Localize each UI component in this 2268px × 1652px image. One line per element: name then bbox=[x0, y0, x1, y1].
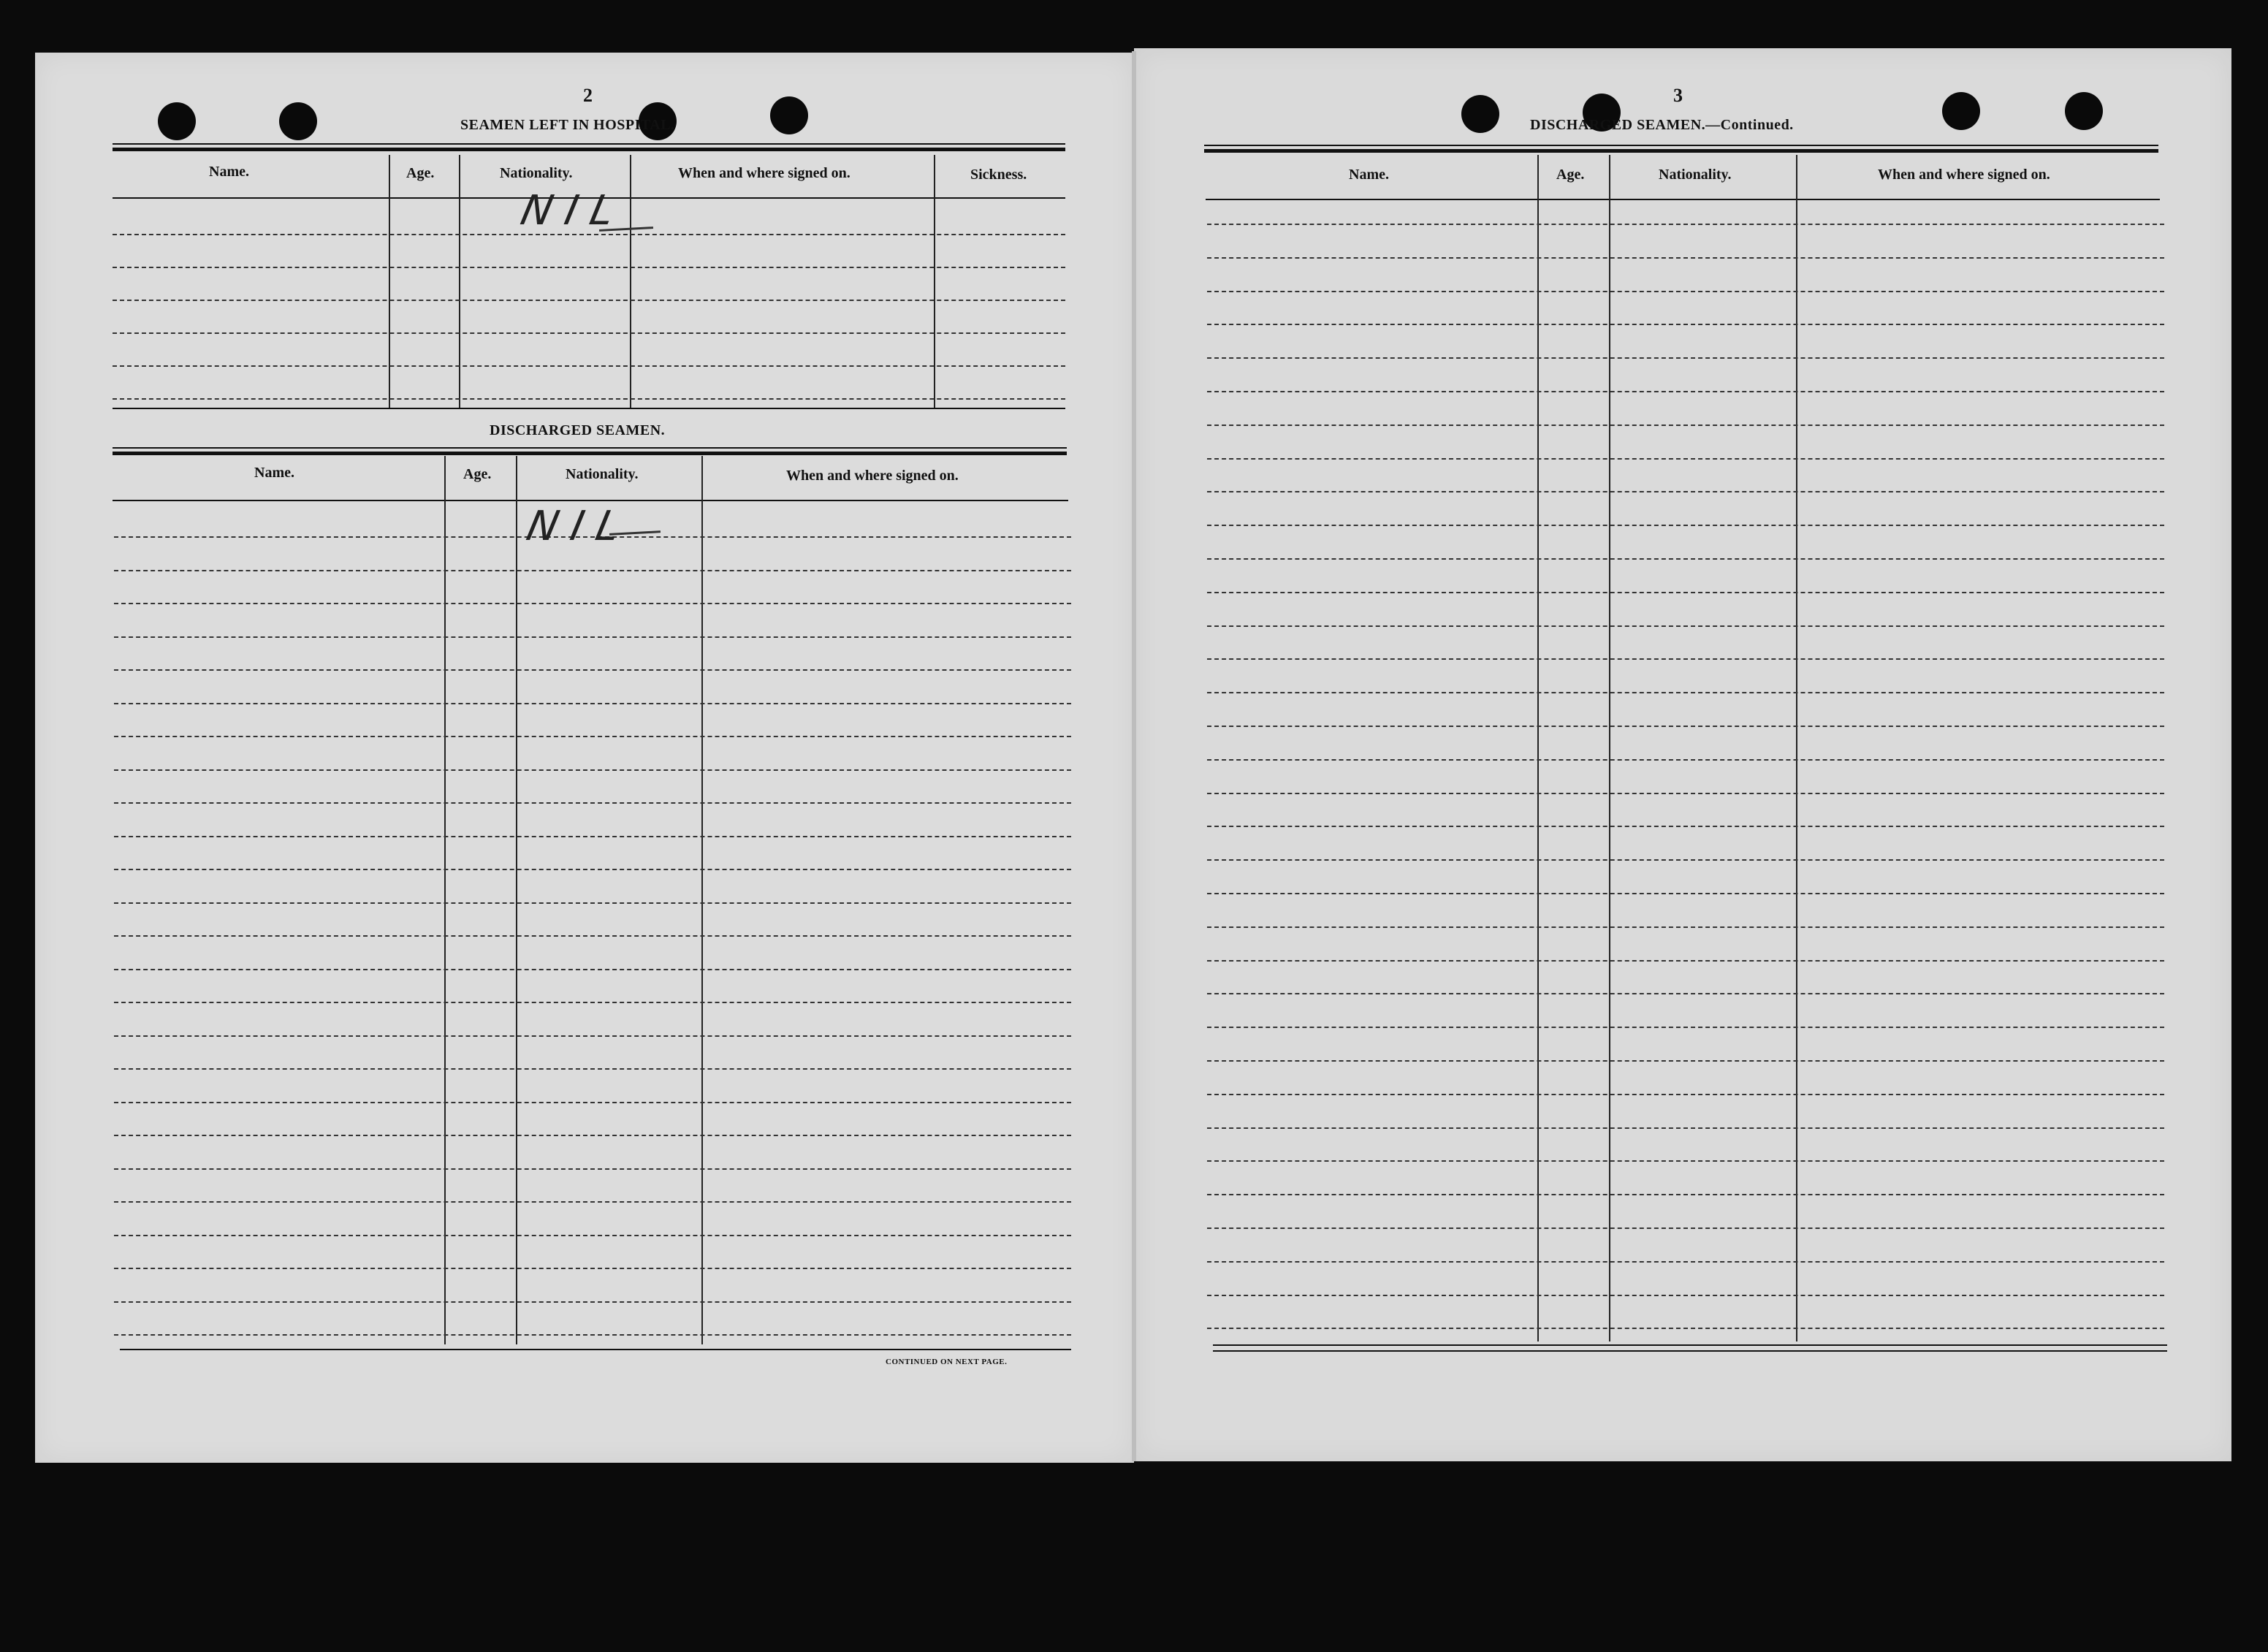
discharged-col-signed-on: When and where signed on. bbox=[786, 468, 959, 484]
table-ruling-line bbox=[1207, 1295, 2164, 1296]
right-top-rule-thick bbox=[1204, 149, 2158, 153]
table-ruling-line bbox=[1207, 425, 2164, 426]
table-ruling-line bbox=[114, 1201, 1071, 1203]
table-ruling-line bbox=[1207, 224, 2164, 225]
discharged-top-rule-thick bbox=[113, 452, 1067, 455]
continued-note: CONTINUED ON NEXT PAGE. bbox=[886, 1358, 1008, 1366]
table-ruling-line bbox=[1207, 893, 2164, 894]
table-ruling-line bbox=[1207, 692, 2164, 693]
table-ruling-line bbox=[114, 736, 1071, 737]
table-ruling-line bbox=[1207, 993, 2164, 994]
table-ruling-line bbox=[114, 1102, 1071, 1103]
right-col-signed-on: When and where signed on. bbox=[1878, 167, 2050, 183]
table-ruling-line bbox=[113, 332, 1065, 334]
hospital-col-sickness: Sickness. bbox=[970, 167, 1027, 183]
table-ruling-line bbox=[1207, 926, 2164, 928]
hospital-section-title: SEAMEN LEFT IN HOSPITAL. bbox=[460, 117, 675, 133]
hospital-bottom-rule bbox=[113, 408, 1065, 409]
right-title-main: DISCHARGED SEAMEN. bbox=[1530, 117, 1706, 133]
table-ruling-line bbox=[1207, 1227, 2164, 1229]
discharged-col-nationality: Nationality. bbox=[566, 466, 639, 482]
table-ruling-line bbox=[1207, 1328, 2164, 1329]
table-ruling-line bbox=[114, 636, 1071, 638]
hospital-col-age: Age. bbox=[406, 165, 435, 181]
page-number-left: 2 bbox=[583, 85, 593, 106]
table-ruling-line bbox=[113, 267, 1065, 268]
table-ruling-line bbox=[1207, 357, 2164, 359]
table-ruling-line bbox=[1207, 793, 2164, 794]
discharged-section-title: DISCHARGED SEAMEN. bbox=[490, 422, 666, 438]
table-ruling-line bbox=[113, 365, 1065, 367]
table-ruling-line bbox=[1207, 859, 2164, 861]
table-ruling-line bbox=[113, 300, 1065, 301]
right-top-rule bbox=[1204, 145, 2158, 146]
table-ruling-line bbox=[1207, 491, 2164, 492]
table-ruling-line bbox=[114, 1168, 1071, 1170]
table-ruling-line bbox=[1207, 625, 2164, 627]
punch-hole bbox=[158, 102, 196, 140]
page-number-right: 3 bbox=[1673, 85, 1683, 106]
right-bottom-rule-2 bbox=[1213, 1350, 2167, 1352]
table-ruling-line bbox=[1207, 391, 2164, 392]
table-ruling-line bbox=[114, 836, 1071, 837]
discharged-bottom-rule bbox=[120, 1349, 1071, 1350]
table-ruling-line bbox=[1207, 726, 2164, 727]
table-ruling-line bbox=[114, 969, 1071, 970]
table-ruling-line bbox=[1207, 558, 2164, 560]
table-ruling-line bbox=[114, 935, 1071, 937]
table-ruling-line bbox=[1207, 1060, 2164, 1062]
table-ruling-line bbox=[114, 603, 1071, 604]
table-ruling-line bbox=[114, 869, 1071, 870]
table-ruling-line bbox=[1207, 592, 2164, 593]
punch-hole bbox=[1461, 95, 1499, 133]
table-ruling-line bbox=[1207, 291, 2164, 292]
table-ruling-line bbox=[1207, 1094, 2164, 1095]
table-ruling-line bbox=[1207, 1027, 2164, 1028]
table-ruling-line bbox=[114, 570, 1071, 571]
table-ruling-line bbox=[114, 769, 1071, 771]
discharged-col-age: Age. bbox=[463, 466, 492, 482]
hospital-col-name: Name. bbox=[209, 164, 249, 180]
table-ruling-line bbox=[114, 1235, 1071, 1236]
punch-hole bbox=[279, 102, 317, 140]
hospital-col-nationality: Nationality. bbox=[500, 165, 573, 181]
table-ruling-line bbox=[1207, 324, 2164, 325]
table-ruling-line bbox=[114, 902, 1071, 904]
table-ruling-line bbox=[1207, 658, 2164, 660]
table-ruling-line bbox=[1207, 826, 2164, 827]
table-ruling-line bbox=[1207, 525, 2164, 526]
right-bottom-rule bbox=[1213, 1344, 2167, 1346]
table-ruling-line bbox=[1207, 1160, 2164, 1162]
table-ruling-line bbox=[114, 1135, 1071, 1136]
table-ruling-line bbox=[1207, 960, 2164, 962]
table-ruling-line bbox=[114, 703, 1071, 704]
page-fold bbox=[1132, 51, 1136, 1461]
table-ruling-line bbox=[1207, 759, 2164, 761]
handwritten-nil-hospital: NIL bbox=[517, 187, 632, 235]
hospital-col-signed-on: When and where signed on. bbox=[678, 165, 850, 181]
right-title-suffix: —Continued. bbox=[1705, 117, 1794, 133]
discharged-table bbox=[114, 456, 1071, 1344]
table-ruling-line bbox=[113, 398, 1065, 400]
table-ruling-line bbox=[1207, 458, 2164, 460]
handwritten-nil-discharged: NIL bbox=[522, 503, 638, 550]
table-ruling-line bbox=[1207, 1194, 2164, 1195]
punch-hole bbox=[770, 96, 808, 134]
right-section-title bbox=[1530, 117, 1794, 134]
table-ruling-line bbox=[114, 1002, 1071, 1003]
right-col-name: Name. bbox=[1349, 167, 1389, 183]
table-ruling-line bbox=[114, 1268, 1071, 1269]
hospital-top-rule-thick bbox=[113, 148, 1065, 151]
table-ruling-line bbox=[1207, 1261, 2164, 1263]
table-ruling-line bbox=[114, 1301, 1071, 1303]
punch-hole bbox=[2065, 92, 2103, 130]
right-col-age: Age. bbox=[1556, 167, 1585, 183]
discharged-col-name: Name. bbox=[254, 465, 294, 481]
table-ruling-line bbox=[114, 1334, 1071, 1336]
table-ruling-line bbox=[1207, 257, 2164, 259]
table-ruling-line bbox=[114, 1035, 1071, 1037]
table-ruling-line bbox=[114, 669, 1071, 671]
right-table bbox=[1207, 155, 2164, 1341]
right-col-nationality: Nationality. bbox=[1659, 167, 1732, 183]
table-ruling-line bbox=[1207, 1127, 2164, 1129]
table-ruling-line bbox=[114, 802, 1071, 804]
punch-hole bbox=[1942, 92, 1980, 130]
hospital-top-rule bbox=[113, 143, 1065, 145]
discharged-top-rule bbox=[113, 447, 1067, 449]
table-ruling-line bbox=[114, 1068, 1071, 1070]
